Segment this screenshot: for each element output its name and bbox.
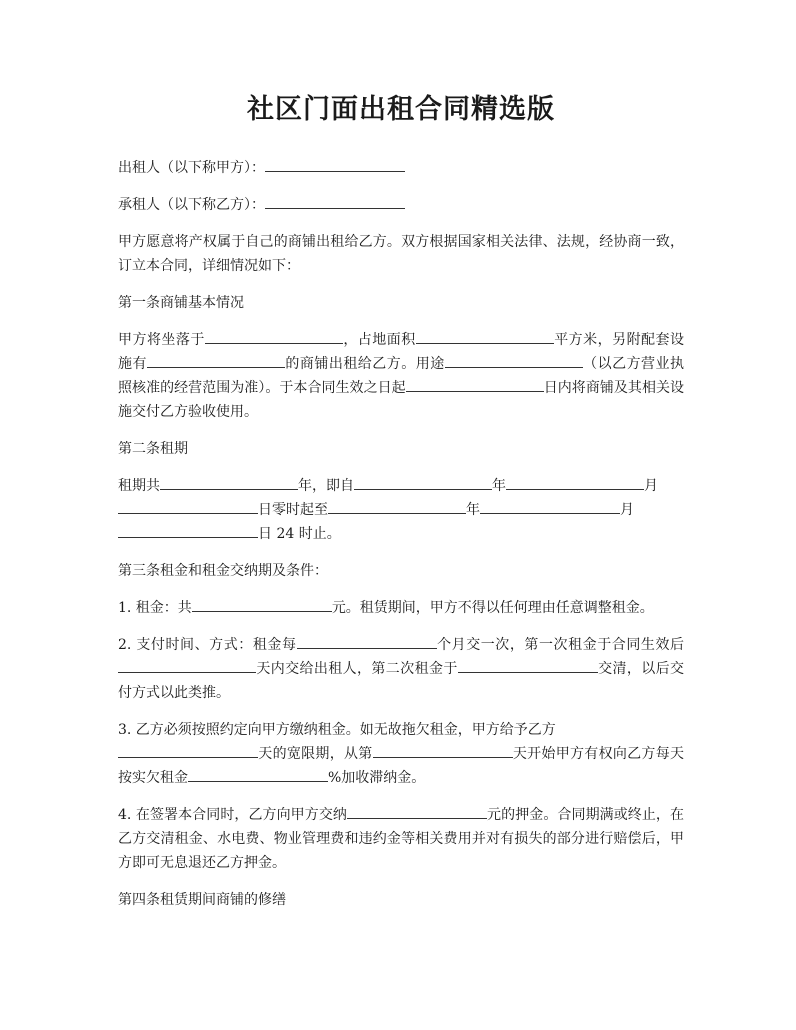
start-day-blank bbox=[118, 499, 258, 514]
article-1-heading: 第一条商铺基本情况 bbox=[118, 295, 244, 311]
start-month-blank bbox=[506, 475, 644, 490]
payment-time-item: 2. 支付时间、方式：租金每 个月交一次，第一次租金于合同生效后天内交给出租人，第二次租金于 交清，以后交付方式以此类推。 bbox=[118, 633, 684, 705]
first-payment-days-blank bbox=[118, 658, 256, 673]
intro-paragraph: 甲方愿意将产权属于自己的商铺出租给乙方。双方根据国家相关法律、法规，经协商一致，订立本合同，详细情况如下： bbox=[118, 234, 684, 274]
article-4-heading: 第四条租赁期间商铺的修缮 bbox=[118, 892, 286, 908]
term-years-blank bbox=[160, 475, 298, 490]
document-title: 社区门面出租合同精选版 bbox=[247, 94, 555, 125]
deposit-item: 4. 在签署本合同时，乙方向甲方交纳 元的押金。合同期满或终止，在乙方交清租金、水电费、物业管理费和违约金等相关费用并对有损失的部分进行赔偿后，甲方即可无息退还乙方押金。 bbox=[118, 803, 684, 875]
lessor-blank bbox=[265, 157, 405, 172]
location-blank bbox=[205, 329, 343, 344]
lessee-label: 承租人（以下称乙方）： bbox=[118, 197, 265, 213]
facilities-blank bbox=[147, 353, 285, 368]
area-blank bbox=[416, 329, 554, 344]
rent-amount-item: 1. 租金：共 元。租赁期间，甲方不得以任何理由任意调整租金。 bbox=[118, 596, 684, 620]
contract-page bbox=[118, 90, 684, 925]
article-2-paragraph: 租期共 年，即自 年 月 日零时起至 年 月 日 24 时止。 bbox=[118, 474, 684, 546]
late-fee-item: 3. 乙方必须按照约定向甲方缴纳租金。如无故拖欠租金，甲方给予乙方 天的宽限期，从第 天开始甲方有权向乙方每天按实欠租金 %加收滞纳金。 bbox=[118, 722, 685, 786]
lessee-line bbox=[118, 193, 684, 217]
usage-blank bbox=[445, 353, 583, 368]
payment-interval-blank bbox=[297, 634, 437, 649]
start-year-blank bbox=[354, 475, 492, 490]
penalty-start-day-blank bbox=[373, 743, 513, 758]
end-year-blank bbox=[328, 499, 466, 514]
second-payment-date-blank bbox=[458, 658, 598, 673]
delivery-days-blank bbox=[406, 377, 544, 392]
grace-period-blank bbox=[118, 743, 258, 758]
article-3-heading: 第三条租金和租金交纳期及条件： bbox=[118, 563, 328, 579]
lessor-line bbox=[118, 156, 684, 180]
deposit-amount-blank bbox=[347, 804, 487, 819]
article-2-heading: 第二条租期 bbox=[118, 441, 188, 457]
lessee-blank bbox=[265, 194, 405, 209]
rent-amount-blank bbox=[192, 597, 332, 612]
end-month-blank bbox=[480, 499, 620, 514]
end-day-blank bbox=[118, 523, 258, 538]
lessor-label: 出租人（以下称甲方）： bbox=[118, 160, 265, 176]
article-1-paragraph: 甲方将坐落于 ，占地面积 平方米，另附配套设施有 的商铺出租给乙方。用途 （以乙方营业执照核准的经营范围为准）。于本合同生效之日起 日内将商铺及其相关设施交付乙方验收使用。 bbox=[118, 328, 684, 424]
penalty-rate-blank bbox=[188, 767, 328, 782]
